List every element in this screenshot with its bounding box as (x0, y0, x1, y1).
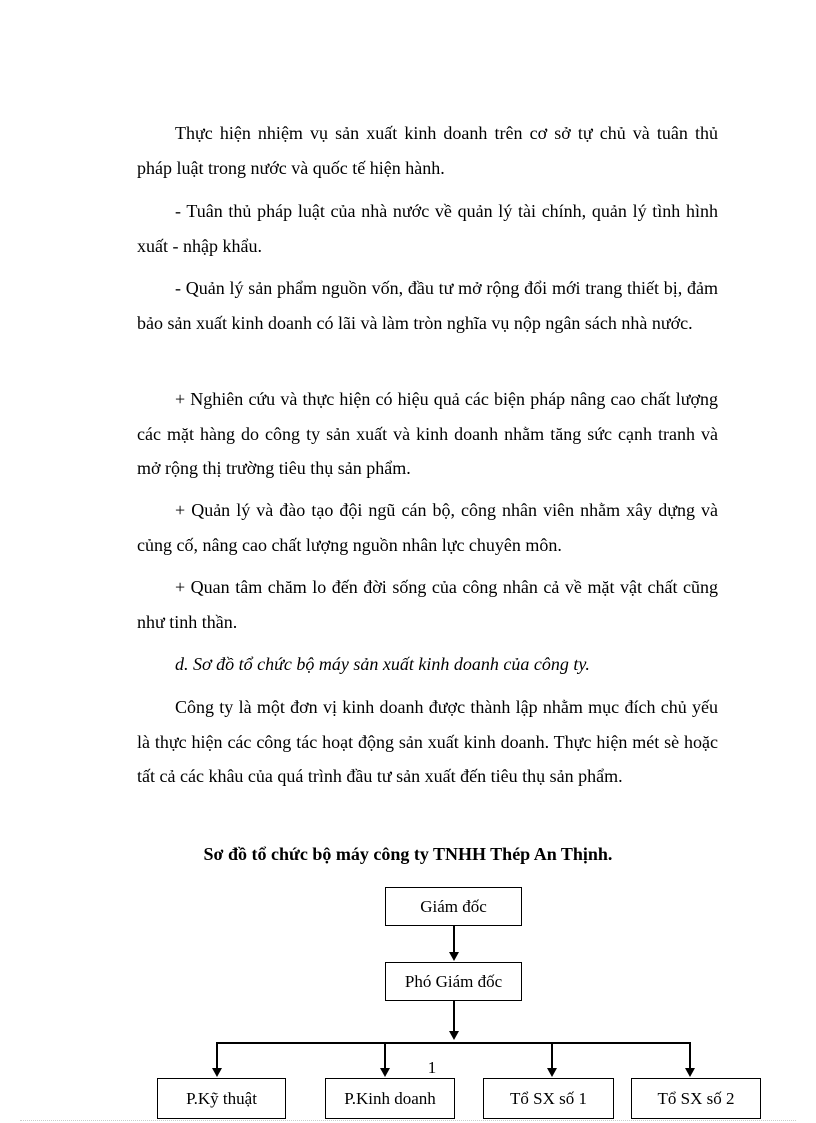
paragraph-6: + Quan tâm chăm lo đến đời sống của công nhân cả về mặt vật chất cũng như tinh thần. (137, 577, 718, 632)
org-box-director (385, 887, 522, 926)
org-box-technical-dept-label: P.Kỹ thuật (186, 1088, 257, 1108)
connector-line-horizontal (216, 1042, 690, 1044)
arrow-down-icon (685, 1068, 695, 1077)
paragraph-1: Thực hiện nhiệm vụ sản xuất kinh doanh trên cơ sở tự chủ và tuân thủ pháp luật trong nước và quốc tế hiện hành. (137, 123, 718, 178)
paragraph-3: - Quản lý sản phẩm nguồn vốn, đầu tư mở rộng đổi mới trang thiết bị, đảm bảo sản xuất kinh doanh có lãi và làm tròn nghĩa vụ nộp ngân sách nhà nước. (137, 278, 718, 333)
connector-line (453, 926, 455, 953)
footer-divider (20, 1120, 796, 1121)
org-chart-title: Sơ đồ tổ chức bộ máy công ty TNHH Thép An Thịnh. (203, 844, 613, 864)
org-box-production-team-1-label: Tổ SX số 1 (510, 1088, 587, 1108)
arrow-down-icon (380, 1068, 390, 1077)
connector-line (689, 1042, 691, 1068)
arrow-down-icon (449, 952, 459, 961)
org-box-deputy-director-label: Phó Giám đốc (404, 971, 503, 991)
connector-line (453, 1001, 455, 1031)
paragraph-2: - Tuân thủ pháp luật của nhà nước về quản lý tài chính, quản lý tình hình xuất - nhập khẩu. (137, 201, 718, 256)
section-paragraph: Công ty là một đơn vị kinh doanh được thành lập nhằm mục đích chủ yếu là thực hiện các công tác hoạt động sản xuất kinh doanh. Thực hiện mét sè hoặc tất cả các khâu của quá trình đầu tư sản xuất đến tiêu thụ sản phẩm. (137, 697, 718, 786)
arrow-down-icon (212, 1068, 222, 1077)
org-box-director-label: Giám đốc (420, 896, 487, 916)
paragraph-5: + Quản lý và đào tạo đội ngũ cán bộ, công nhân viên nhằm xây dựng và củng cố, nâng cao chất lượng nguồn nhân lực chuyên môn. (137, 500, 718, 555)
arrow-down-icon (547, 1068, 557, 1077)
connector-line (551, 1042, 553, 1068)
org-box-production-team-1 (483, 1078, 614, 1119)
org-box-deputy-director (385, 962, 522, 1001)
org-box-production-team-2 (631, 1078, 761, 1119)
section-heading: d. Sơ đồ tổ chức bộ máy sản xuất kinh doanh của công ty. (175, 654, 590, 674)
arrow-down-icon (449, 1031, 459, 1040)
connector-line (384, 1042, 386, 1068)
org-box-technical-dept (157, 1078, 286, 1119)
page-number: 1 (427, 1058, 437, 1077)
org-box-business-dept (325, 1078, 455, 1119)
paragraph-4: + Nghiên cứu và thực hiện có hiệu quả các biện pháp nâng cao chất lượng các mặt hàng do công ty sản xuất và kinh doanh nhằm tăng sức cạnh tranh và mở rộng thị trường tiêu thụ sản phẩm. (137, 389, 718, 478)
connector-line (216, 1042, 218, 1068)
org-box-business-dept-label: P.Kinh doanh (344, 1088, 436, 1108)
org-box-production-team-2-label: Tổ SX số 2 (657, 1088, 735, 1108)
